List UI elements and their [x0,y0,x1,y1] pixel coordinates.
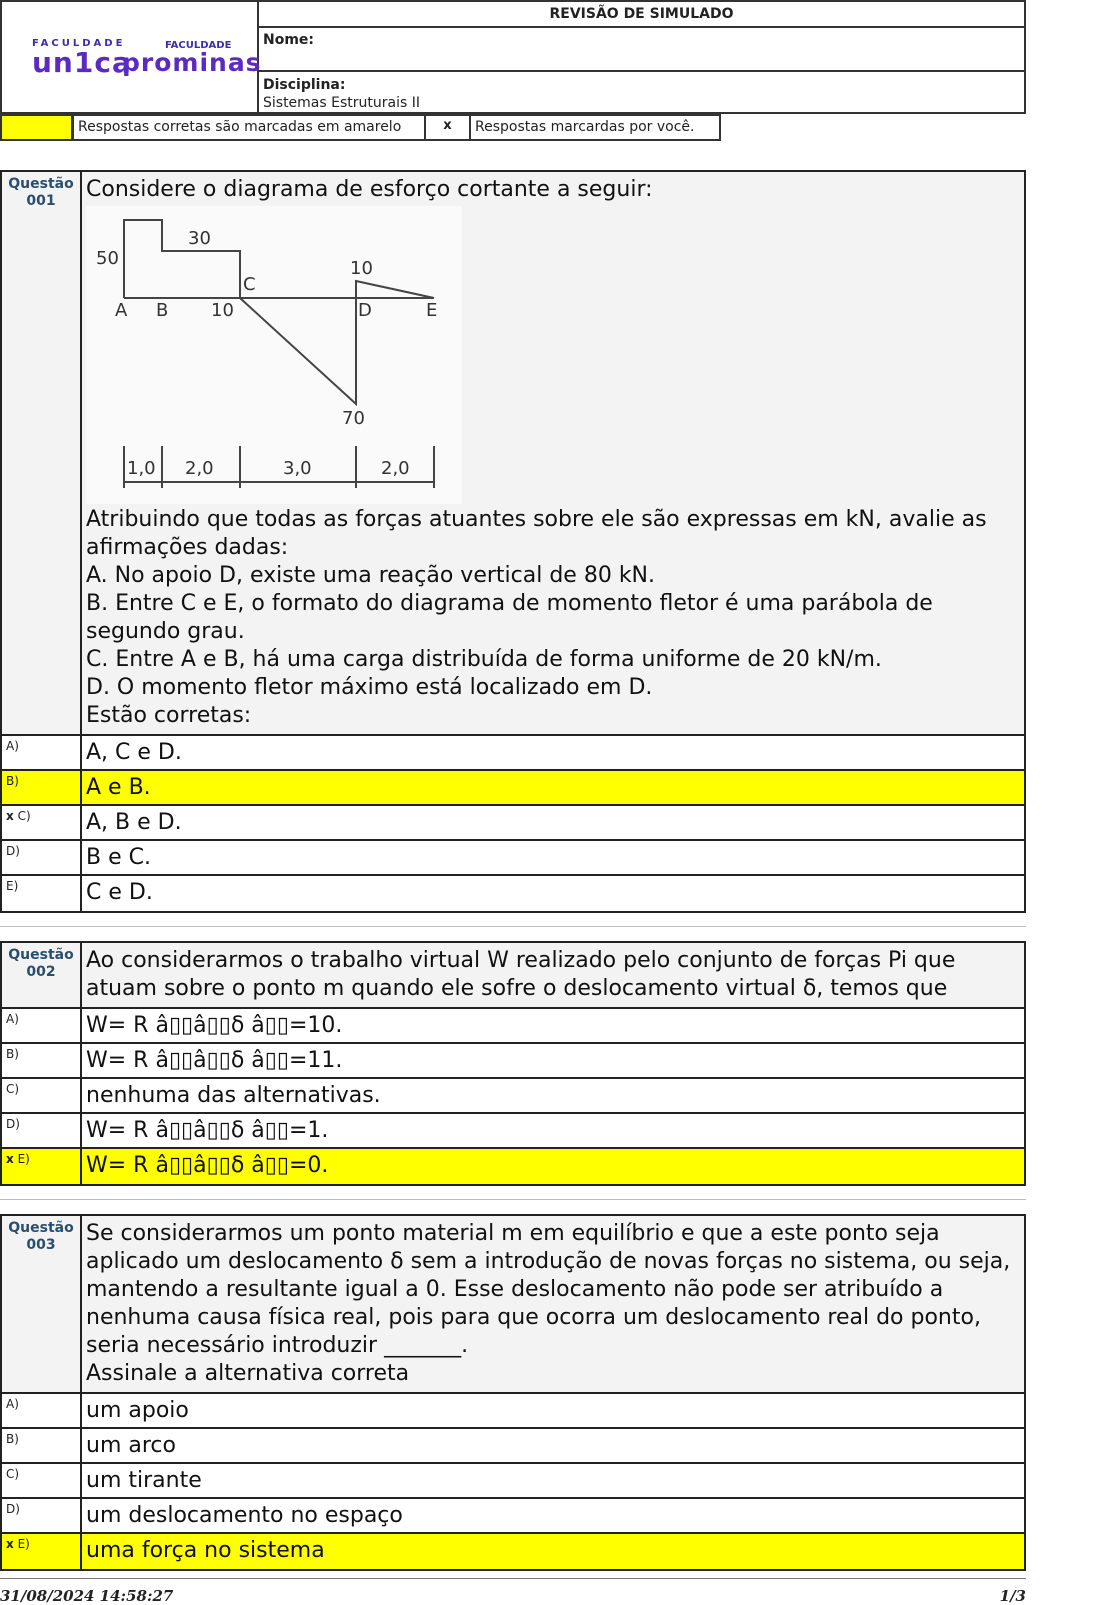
question-header [2,943,1024,1009]
exam-header [0,0,1026,114]
option-text: um arco [86,1433,176,1458]
option-row[interactable]: D) W= R â▯▯â▯▯δ â▯▯=1. [2,1114,1024,1149]
question-001 [0,170,1026,913]
separator [0,1199,1026,1200]
page-footer [0,1578,1026,1605]
question-002 [0,941,1026,1186]
option-text: nenhuma das alternativas. [86,1083,381,1108]
question-body-line: Assinale a alternativa correta [86,1361,410,1386]
option-text: um deslocamento no espaço [86,1503,403,1528]
diagram-span-2: 2,0 [185,458,214,479]
option-row-correct-marked[interactable]: x E) W= R â▯▯â▯▯δ â▯▯=0. [2,1149,1024,1184]
legend-marked-text: Respostas marcardas por você. [469,114,721,141]
option-row[interactable]: A) A, C e D. [2,736,1024,771]
option-row[interactable]: A) um apoio [2,1394,1024,1429]
diagram-value-30: 30 [188,228,211,249]
option-row[interactable]: D) B e C. [2,841,1024,876]
diagram-value-50: 50 [96,248,119,269]
logo-brand-right: prominas [122,48,262,77]
diagram-span-4: 2,0 [381,458,410,479]
question-body-line: D. O momento fletor máximo está localizado em D. [86,675,653,700]
option-row[interactable]: B) um arco [2,1429,1024,1464]
option-row[interactable]: D) um deslocamento no espaço [2,1499,1024,1534]
logo [2,2,262,112]
question-body-line: Estão corretas: [86,703,252,728]
diagram-point-d: D [358,300,372,321]
diagram-value-10-left: 10 [211,300,234,321]
diagram-point-b: B [156,300,169,321]
question-intro: Se considerarmos um ponto material m em equilíbrio e que a este ponto seja aplicado um deslocamento δ sem a introdução de novas forças no sistema, ou seja, mantendo a resultante igual a 0. Esse deslocamento não pode ser atribuído a nenhuma causa física real, pois para que ocorra um deslocamento real do ponto, seria necessário introduzir _______. [86,1221,1011,1358]
diagram-point-a: A [115,300,128,321]
option-text: A e B. [86,775,151,800]
name-field [259,28,1024,72]
question-number: Questão 002 [2,943,82,1007]
option-row[interactable]: C) um tirante [2,1464,1024,1499]
option-text: A, B e D. [86,810,182,835]
legend-correct-swatch [0,114,73,141]
option-row-marked[interactable]: x C) A, B e D. [2,806,1024,841]
footer-datetime: 31/08/2024 14:58:27 [0,1587,174,1605]
option-row-correct[interactable]: B) A e B. [2,771,1024,806]
name-label: Nome: [263,32,315,48]
option-text: W= R â▯▯â▯▯δ â▯▯=0. [86,1153,329,1178]
question-body-line: Atribuindo que todas as forças atuantes sobre ele são expressas em kN, avalie as afirmações dadas: [86,507,987,560]
logo-small-right: FACULDADE [165,40,232,51]
page-title: REVISÃO DE SIMULADO [259,2,1024,28]
diagram-value-10-right: 10 [350,258,373,279]
legend-marker: x [425,114,470,141]
discipline-field [259,72,1024,112]
question-intro: Considere o diagrama de esforço cortante a seguir: [86,177,653,202]
question-body-line: C. Entre A e B, há uma carga distribuída de forma uniforme de 20 kN/m. [86,647,882,672]
logo-small-left: FACULDADE [32,38,126,49]
diagram-point-e: E [426,300,438,321]
separator [0,926,1026,927]
legend-correct-text: Respostas corretas são marcadas em amarelo [72,114,426,141]
question-body-line: B. Entre C e E, o formato do diagrama de momento fletor é uma parábola de segundo grau. [86,591,933,644]
discipline-label: Disciplina: [263,77,346,93]
diagram-point-c: C [243,274,256,295]
diagram-span-3: 3,0 [283,458,312,479]
footer-page-number: 1/3 [999,1587,1026,1605]
option-row[interactable]: C) nenhuma das alternativas. [2,1079,1024,1114]
question-body-line: A. No apoio D, existe uma reação vertical de 80 kN. [86,563,656,588]
option-text: um tirante [86,1468,202,1493]
option-text: uma força no sistema [86,1538,325,1563]
question-text [82,172,1024,734]
discipline-value: Sistemas Estruturais II [263,95,420,111]
diagram-span-1: 1,0 [127,458,156,479]
question-header [2,1216,1024,1394]
question-header [2,172,1024,736]
option-text: C e D. [86,880,153,905]
shear-force-diagram [86,206,462,504]
option-row[interactable]: B) W= R â▯▯â▯▯δ â▯▯=11. [2,1044,1024,1079]
option-text: W= R â▯▯â▯▯δ â▯▯=1. [86,1118,329,1143]
question-number: Questão 001 [2,172,82,734]
question-number: Questão 003 [2,1216,82,1392]
question-text [82,1216,1024,1392]
option-row-correct-marked[interactable]: x E) uma força no sistema [2,1534,1024,1569]
option-row[interactable]: E) C e D. [2,876,1024,911]
diagram-value-70: 70 [342,408,365,429]
option-text: W= R â▯▯â▯▯δ â▯▯=10. [86,1013,343,1038]
option-text: W= R â▯▯â▯▯δ â▯▯=11. [86,1048,343,1073]
question-intro: Ao considerarmos o trabalho virtual W realizado pelo conjunto de forças Pi que atuam sobre o ponto m quando ele sofre o deslocamento virtual δ, temos que [86,948,956,1001]
option-text: A, C e D. [86,740,182,765]
question-text [82,943,1024,1007]
option-row[interactable]: A) W= R â▯▯â▯▯δ â▯▯=10. [2,1009,1024,1044]
logo-brand-left: un1ca [32,46,132,79]
option-text: B e C. [86,845,151,870]
question-003 [0,1214,1026,1571]
option-text: um apoio [86,1398,189,1423]
